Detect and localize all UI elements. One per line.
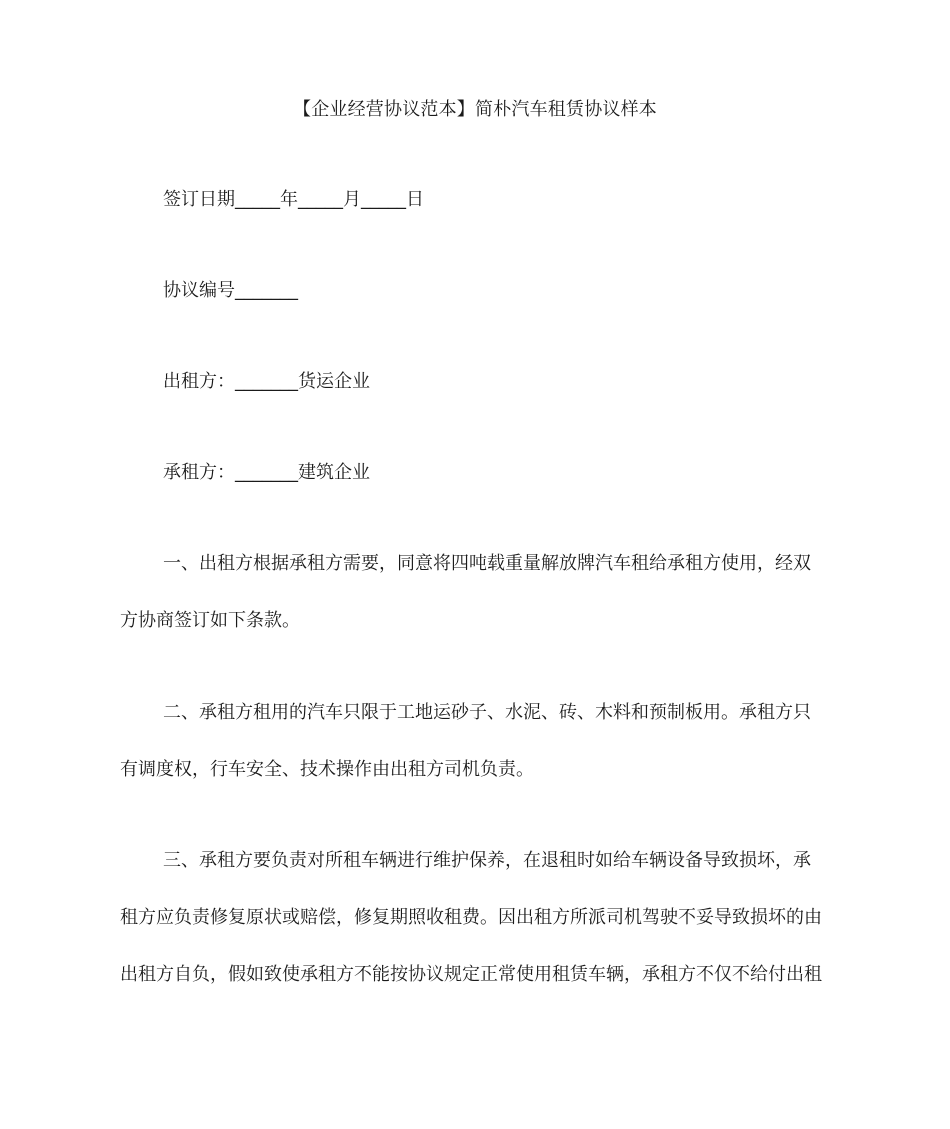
clause-1-line-2: 方协商签订如下条款。 [120, 610, 300, 631]
sign-date-line: 签订日期_____年_____月_____日 [163, 189, 424, 210]
clause-3-line-1: 三、承租方要负责对所租车辆进行维护保养，在退租时如给车辆设备导致损坏，承 [163, 850, 811, 871]
clause-2-line-1: 二、承租方租用的汽车只限于工地运砂子、水泥、砖、木料和预制板用。承租方只 [163, 702, 811, 723]
contract-number-line: 协议编号_______ [163, 280, 298, 301]
document-title: 【企业经营协议范本】简朴汽车租赁协议样本 [293, 99, 657, 120]
clause-3-line-3: 出租方自负，假如致使承租方不能按协议规定正常使用租赁车辆，承租方不仅不给付出租 [120, 964, 822, 985]
lessor-line: 出租方：_______货运企业 [163, 371, 370, 392]
clause-1-line-1: 一、出租方根据承租方需要，同意将四吨载重量解放牌汽车租给承租方使用，经双 [163, 553, 811, 574]
clause-3-line-2: 租方应负责修复原状或赔偿，修复期照收租费。因出租方所派司机驾驶不妥导致损坏的由 [120, 907, 822, 928]
lessee-line: 承租方：_______建筑企业 [163, 462, 370, 483]
clause-2-line-2: 有调度权，行车安全、技术操作由出租方司机负责。 [120, 759, 534, 780]
